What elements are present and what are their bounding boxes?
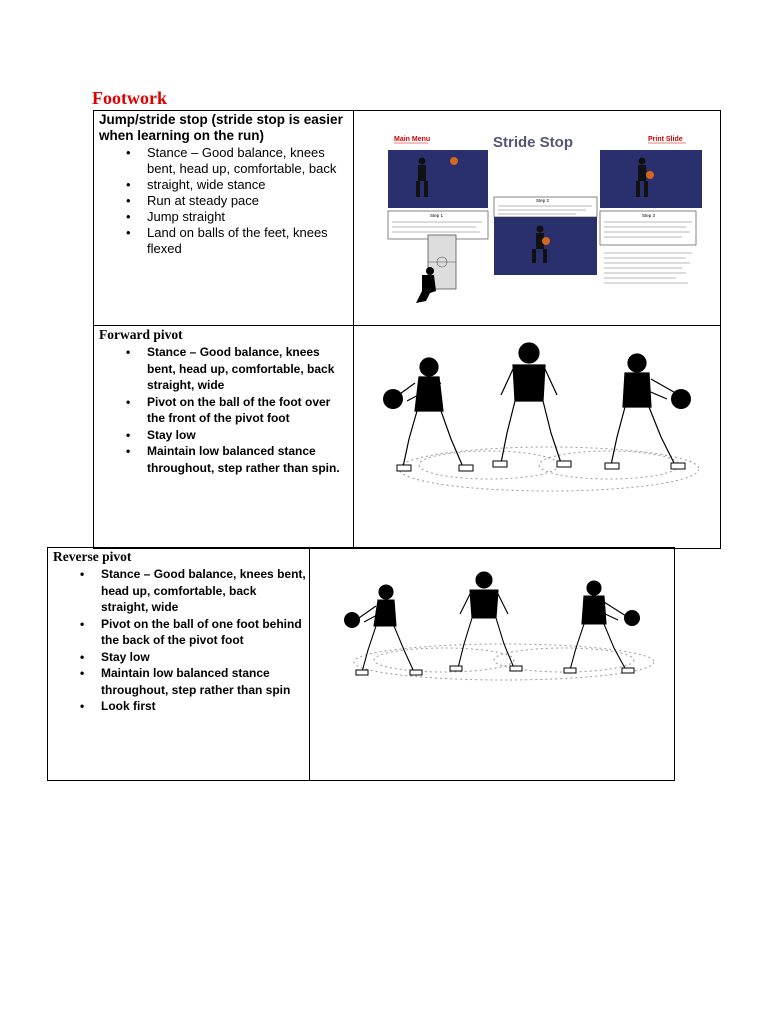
list-item: • Stay low: [101, 649, 307, 666]
main-menu-link: Main Menu: [394, 136, 431, 143]
page-title: Footwork: [92, 88, 167, 108]
forward-pivot-heading: Forward pivot: [99, 327, 183, 342]
print-slide-link: Print Slide: [648, 136, 683, 143]
list-item: • Land on balls of the feet, knees flexed: [147, 225, 351, 257]
step3-label: Step 3: [642, 213, 656, 218]
reverse-pivot-illustration: [334, 570, 654, 690]
footwork-table: [93, 110, 721, 549]
step2-label: Step 2: [536, 198, 550, 203]
list-item: • Maintain low balanced stance throughout, step rather than spin.: [147, 443, 351, 476]
reverse-pivot-text-cell: [53, 549, 307, 715]
stride-stop-heading: Jump/stride stop (stride stop is easier when learning on the run): [99, 112, 343, 143]
list-item: • Jump straight: [147, 209, 351, 225]
list-item: • Stance – Good balance, knees bent, head up, comfortable, back: [147, 145, 351, 177]
forward-pivot-text-cell: [99, 327, 351, 476]
list-item: • Stance – Good balance, knees bent, head up, comfortable, back straight, wide: [101, 566, 307, 616]
reverse-pivot-table: [47, 547, 675, 781]
reverse-pivot-heading: Reverse pivot: [53, 549, 132, 564]
list-item: • Stay low: [147, 427, 351, 444]
list-item: • Pivot on the ball of the foot over the front of the pivot foot: [147, 394, 351, 427]
list-item: • Maintain low balanced stance throughout, step rather than spin: [101, 665, 307, 698]
slide-title: Stride Stop: [493, 134, 574, 151]
stride-stop-slide-image: [386, 125, 706, 315]
list-item: • Pivot on the ball of one foot behind the back of the pivot foot: [101, 616, 307, 649]
stride-stop-text-cell: [99, 112, 351, 257]
list-item: • straight, wide stance: [147, 177, 351, 193]
forward-pivot-illustration: [379, 339, 699, 509]
list-item: • Stance – Good balance, knees bent, head up, comfortable, back straight, wide: [147, 344, 351, 394]
list-item: • Look first: [101, 698, 307, 715]
step1-label: Step 1: [430, 213, 444, 218]
list-item: • Run at steady pace: [147, 193, 351, 209]
